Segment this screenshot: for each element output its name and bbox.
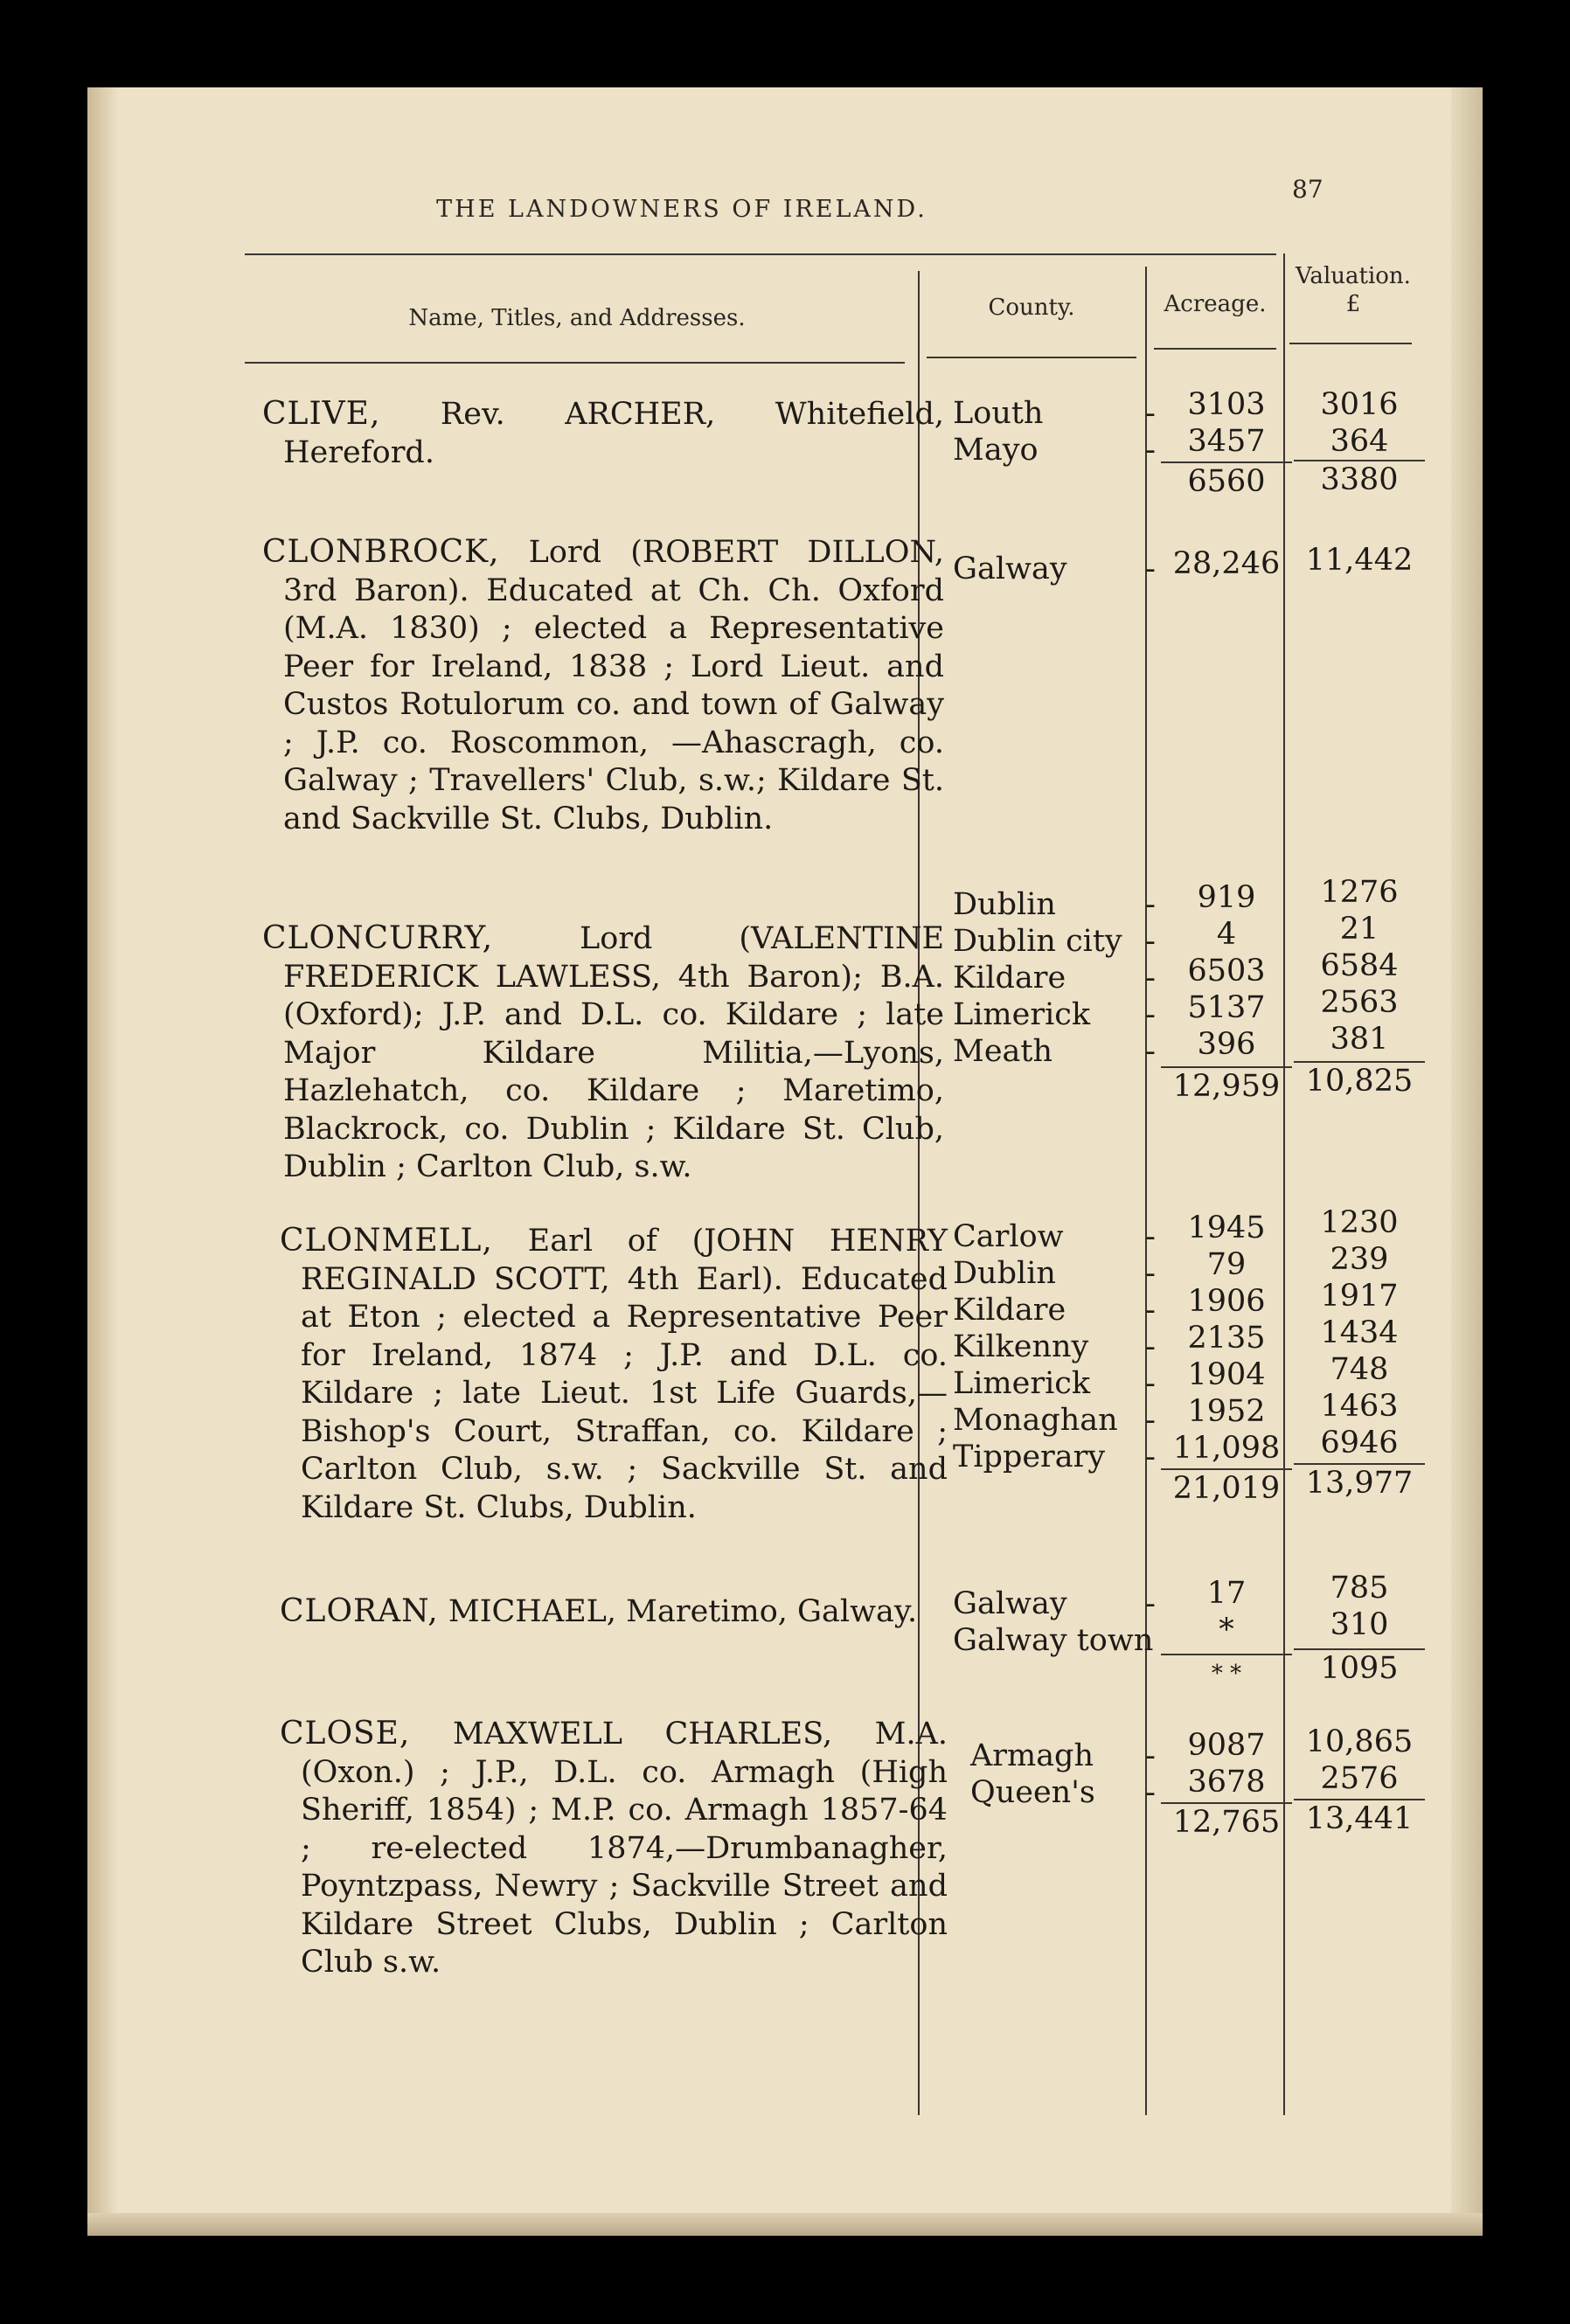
acreage-header-rule <box>1154 348 1276 350</box>
county-cell: Carlow - <box>953 1219 1156 1254</box>
county-cell: Dublin - <box>953 887 1156 922</box>
valuation-cell: 310 <box>1330 1607 1389 1642</box>
header-acreage: Acreage. <box>1164 291 1267 317</box>
entry-text <box>280 1715 948 1982</box>
acreage-cell: 1904 <box>1187 1357 1266 1392</box>
valuation-cell: 364 <box>1330 424 1389 459</box>
acreage-total: * * <box>1161 1654 1292 1694</box>
header-valuation: Valuation. <box>1296 263 1411 289</box>
county-cell: Kildare - <box>953 961 1156 996</box>
page-bottom-shadow <box>87 2213 1483 2236</box>
entry-name: CLONCURRY, <box>262 920 494 956</box>
name-header-rule <box>245 362 905 364</box>
entry-body: Lord (ROBERT DILLON, 3rd Baron). Educated at Ch. Ch. Oxford (M.A. 1830) ; elected a Representative Peer for Ireland, 1838 ; Lord Lieut. and Custos Rotulorum co. and town of Galway ; J.P. co. Roscommon, —Ahascragh, co. Galway ; Travellers' Club, s.w.; Kildare St. and Sackville St. Clubs, Dublin. <box>283 535 944 836</box>
acreage-cell: 1952 <box>1187 1394 1266 1429</box>
entry-text <box>280 1222 948 1527</box>
valuation-cell: 239 <box>1330 1242 1389 1277</box>
valuation-cell: 1276 <box>1320 875 1399 910</box>
valuation-cell: 6946 <box>1320 1426 1399 1460</box>
acreage-cell: * <box>1219 1613 1234 1648</box>
valuation-cell: 2576 <box>1320 1761 1399 1796</box>
county-cell: Kildare - <box>953 1293 1156 1328</box>
entry-body: Rev. ARCHER, Whitefield, Hereford. <box>283 397 944 470</box>
county-cell: Dublin - <box>953 1256 1156 1291</box>
county-cell: Galway - <box>953 1586 1156 1621</box>
acreage-total: 12,765 <box>1161 1802 1292 1842</box>
acreage-cell: 11,098 <box>1172 1431 1281 1466</box>
valuation-cell: 10,865 <box>1305 1724 1414 1759</box>
acreage-cell: 1906 <box>1187 1284 1266 1319</box>
valuation-cell: 748 <box>1330 1352 1389 1387</box>
acreage-cell: 3103 <box>1187 387 1266 422</box>
acreage-cell: 9087 <box>1187 1728 1266 1763</box>
county-cell: Monaghan - <box>953 1403 1156 1438</box>
county-cell: Dublin city - <box>953 924 1156 959</box>
header-name: Name, Titles, and Addresses. <box>408 305 746 331</box>
valuation-header-rule <box>1289 343 1412 344</box>
entry-name: CLONMELL, <box>280 1223 493 1259</box>
county-cell: Galway - <box>953 552 1156 586</box>
acreage-cell: 3457 <box>1187 424 1266 459</box>
page-number: 87 <box>1292 175 1323 204</box>
entry-text <box>280 1592 948 1632</box>
entry-text <box>262 919 944 1187</box>
acreage-cell: 2135 <box>1187 1321 1266 1356</box>
county-cell: Limerick - <box>953 997 1156 1032</box>
header-valuation-unit: £ <box>1345 291 1361 317</box>
valuation-cell: 21 <box>1339 912 1379 947</box>
county-cell: Tipperary - <box>953 1439 1156 1474</box>
valuation-total: 1095 <box>1294 1648 1425 1689</box>
acreage-total: 21,019 <box>1161 1468 1292 1509</box>
valuation-cell: 1917 <box>1320 1279 1399 1314</box>
county-cell: Kilkenny - <box>953 1329 1156 1364</box>
entry-name: CLIVE, <box>262 396 381 432</box>
county-cell: Meath - <box>953 1034 1156 1069</box>
acreage-total: 12,959 <box>1161 1066 1292 1107</box>
county-cell: Queen's - <box>970 1775 1156 1810</box>
book-page <box>87 87 1483 2236</box>
valuation-cell: 1230 <box>1320 1205 1399 1240</box>
county-cell: Louth - <box>953 396 1156 431</box>
entry-body: MICHAEL, Maretimo, Galway. <box>448 1594 918 1629</box>
col-divider-county <box>1145 267 1147 2115</box>
county-cell: Limerick - <box>953 1366 1156 1401</box>
entry-body: Earl of (JOHN HENRY REGINALD SCOTT, 4th Earl). Educated at Eton ; elected a Representative Peer for Ireland, 1874 ; J.P. and D.L. co. Kildare ; late Lieut. 1st Life Guards,—Bishop's Court, Straffan, co. Kildare ; Carlton Club, s.w. ; Sackville St. and Kildare St. Clubs, Dublin. <box>301 1224 948 1525</box>
entry-text <box>262 395 944 472</box>
entry-name: CLORAN, <box>280 1593 439 1629</box>
acreage-cell: 79 <box>1206 1247 1247 1282</box>
valuation-cell: 3016 <box>1320 387 1399 422</box>
valuation-cell: 381 <box>1330 1022 1389 1057</box>
acreage-total: 6560 <box>1161 461 1292 502</box>
valuation-cell: 1434 <box>1320 1315 1399 1350</box>
valuation-cell: 2563 <box>1320 985 1399 1020</box>
valuation-cell: 785 <box>1330 1571 1389 1606</box>
acreage-cell: 6503 <box>1187 954 1266 989</box>
acreage-cell: 4 <box>1216 917 1237 952</box>
valuation-cell: 1463 <box>1320 1389 1399 1424</box>
entry-body: MAXWELL CHARLES, M.A. (Oxon.) ; J.P., D.L. co. Armagh (High Sheriff, 1854) ; M.P. co. Armagh 1857-64 ; re-elected 1874,—Drumbanagher, Poyntzpass, Newry ; Sackville Street and Kildare Street Clubs, Dublin ; Carlton Club s.w. <box>301 1717 948 1980</box>
running-title: THE LANDOWNERS OF IRELAND. <box>436 196 927 223</box>
entry-text <box>262 533 944 838</box>
valuation-total: 13,441 <box>1294 1799 1425 1839</box>
county-cell: Armagh - <box>970 1738 1156 1773</box>
county-cell: Mayo - <box>953 433 1156 468</box>
valuation-total: 3380 <box>1294 460 1425 500</box>
acreage-cell: 919 <box>1197 880 1256 915</box>
table-top-rule <box>245 253 1276 255</box>
county-header-rule <box>927 357 1136 358</box>
valuation-total: 10,825 <box>1294 1061 1425 1101</box>
acreage-cell: 28,246 <box>1172 546 1281 581</box>
entry-name: CLONBROCK, <box>262 534 500 570</box>
entry-name: CLOSE, <box>280 1716 411 1752</box>
acreage-cell: 3678 <box>1187 1765 1266 1800</box>
header-county: County. <box>988 295 1075 321</box>
valuation-total: 13,977 <box>1294 1463 1425 1503</box>
entry-body: Lord (VALENTINE FREDERICK LAWLESS, 4th Baron); B.A. (Oxford); J.P. and D.L. co. Kildare ; late Major Kildare Militia,—Lyons, Hazlehatch, co. Kildare ; Maretimo, Blackrock, co. Dublin ; Kildare St. Club, Dublin ; Carlton Club, s.w. <box>283 921 944 1184</box>
acreage-cell: 1945 <box>1187 1211 1266 1245</box>
acreage-cell: 396 <box>1197 1027 1256 1062</box>
county-cell: Galway town <box>953 1623 1154 1658</box>
page-edge-shadow <box>1451 87 1483 2236</box>
valuation-cell: 6584 <box>1320 948 1399 983</box>
valuation-cell: 11,442 <box>1305 543 1414 578</box>
acreage-cell: 5137 <box>1187 990 1266 1025</box>
acreage-cell: 17 <box>1206 1576 1247 1611</box>
